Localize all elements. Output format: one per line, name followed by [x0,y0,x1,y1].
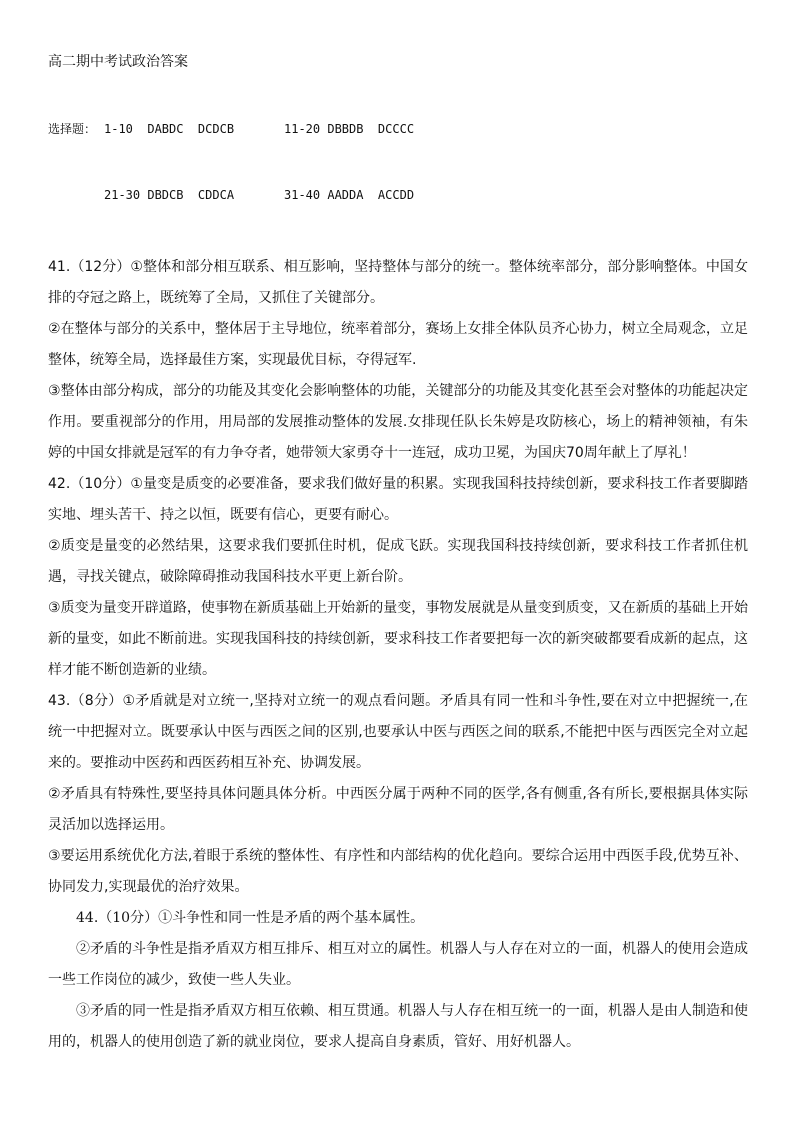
choice-group-31-40: 31-40 AADDA ACCDD [284,188,415,202]
answer-42-part-1: 42.（10分）①量变是质变的必要准备，要求我们做好量的积累。实现我国科技持续创新，要求科技工作者要脚踏实地、埋头苦干、持之以恒，既要有信心，更要有耐心。 [48,476,748,523]
answer-44-part-2: ②矛盾的斗争性是指矛盾双方相互排斥、相互对立的属性。机器人与人存在对立的一面，机器人的使用会造成一些工作岗位的减少，致使一些人失业。 [48,941,748,988]
answer-43-part-3: ③要运用系统优化方法,着眼于系统的整体性、有序性和内部结构的优化趋向。要综合运用中西医手段,优势互补、协同发力,实现最优的治疗效果。 [48,848,748,895]
answer-41-part-3: ③整体由部分构成，部分的功能及其变化会影响整体的功能，关键部分的功能及其变化甚至会对整体的功能起决定作用。要重视部分的作用，用局部的发展推动整体的发展.女排现任队长朱婷是攻防核心，场上的精神领袖，有朱婷的中国女排就是冠军的有力争夺者，她带领大家勇夺十一连冠，成功卫冕，为国庆70周年献上了厚礼！ [48,383,748,461]
choice-answers [48,84,748,252]
answer-41-part-1: 41.（12分）①整体和部分相互联系、相互影响，坚持整体与部分的统一。整体统率部分，部分影响整体。中国女排的夺冠之路上，既统筹了全局，又抓住了关键部分。 [48,259,748,306]
choice-row-2 [48,186,748,216]
choice-row-1 [48,120,748,150]
choice-group-21-30: 21-30 DBDCB CDDCA [104,188,235,202]
answer-41-part-2: ②在整体与部分的关系中，整体居于主导地位，统率着部分，赛场上女排全体队员齐心协力，树立全局观念，立足整体，统筹全局，选择最佳方案，实现最优目标，夺得冠军. [48,321,748,368]
answer-44-part-1: 44.（10分）①斗争性和同一性是矛盾的两个基本属性。 [76,910,425,926]
choice-group-11-20: 11-20 DBBDB DCCCC [284,122,415,136]
answer-43-part-1: 43.（8分）①矛盾就是对立统一,坚持对立统一的观点看问题。矛盾具有同一性和斗争性,要在对立中把握统一,在统一中把握对立。既要承认中医与西医之间的区别,也要承认中医与西医之间的联系,不能把中医与西医完全对立起来的。要推动中医药和西医药相互补充、协调发展。 [48,693,748,771]
choice-label: 选择题： [48,122,97,136]
answer-sheet [48,52,748,1058]
answer-42-part-3: ③质变为量变开辟道路，使事物在新质基础上开始新的量变，事物发展就是从量变到质变，又在新质的基础上开始新的量变，如此不断前进。实现我国科技的持续创新，要求科技工作者要把每一次的新突破都要看成新的起点，这样才能不断创造新的业绩。 [48,600,748,678]
answer-44-part-3: ③矛盾的同一性是指矛盾双方相互依赖、相互贯通。机器人与人存在相互统一的一面，机器人是由人制造和使用的，机器人的使用创造了新的就业岗位，要求人提高自身素质，管好、用好机器人。 [48,1003,748,1050]
choice-group-1-10: 1-10 DABDC DCDCB [104,122,235,136]
answer-42-part-2: ②质变是量变的必然结果，这要求我们要抓住时机，促成飞跃。实现我国科技持续创新，要求科技工作者抓住机遇，寻找关键点，破除障碍推动我国科技水平更上新台阶。 [48,538,748,585]
page-title: 高二期中考试政治答案 [48,54,188,70]
answer-43-part-2: ②矛盾具有特殊性,要坚持具体问题具体分析。中西医分属于两种不同的医学,各有侧重,各有所长,要根据具体实际灵活加以选择运用。 [48,786,748,833]
